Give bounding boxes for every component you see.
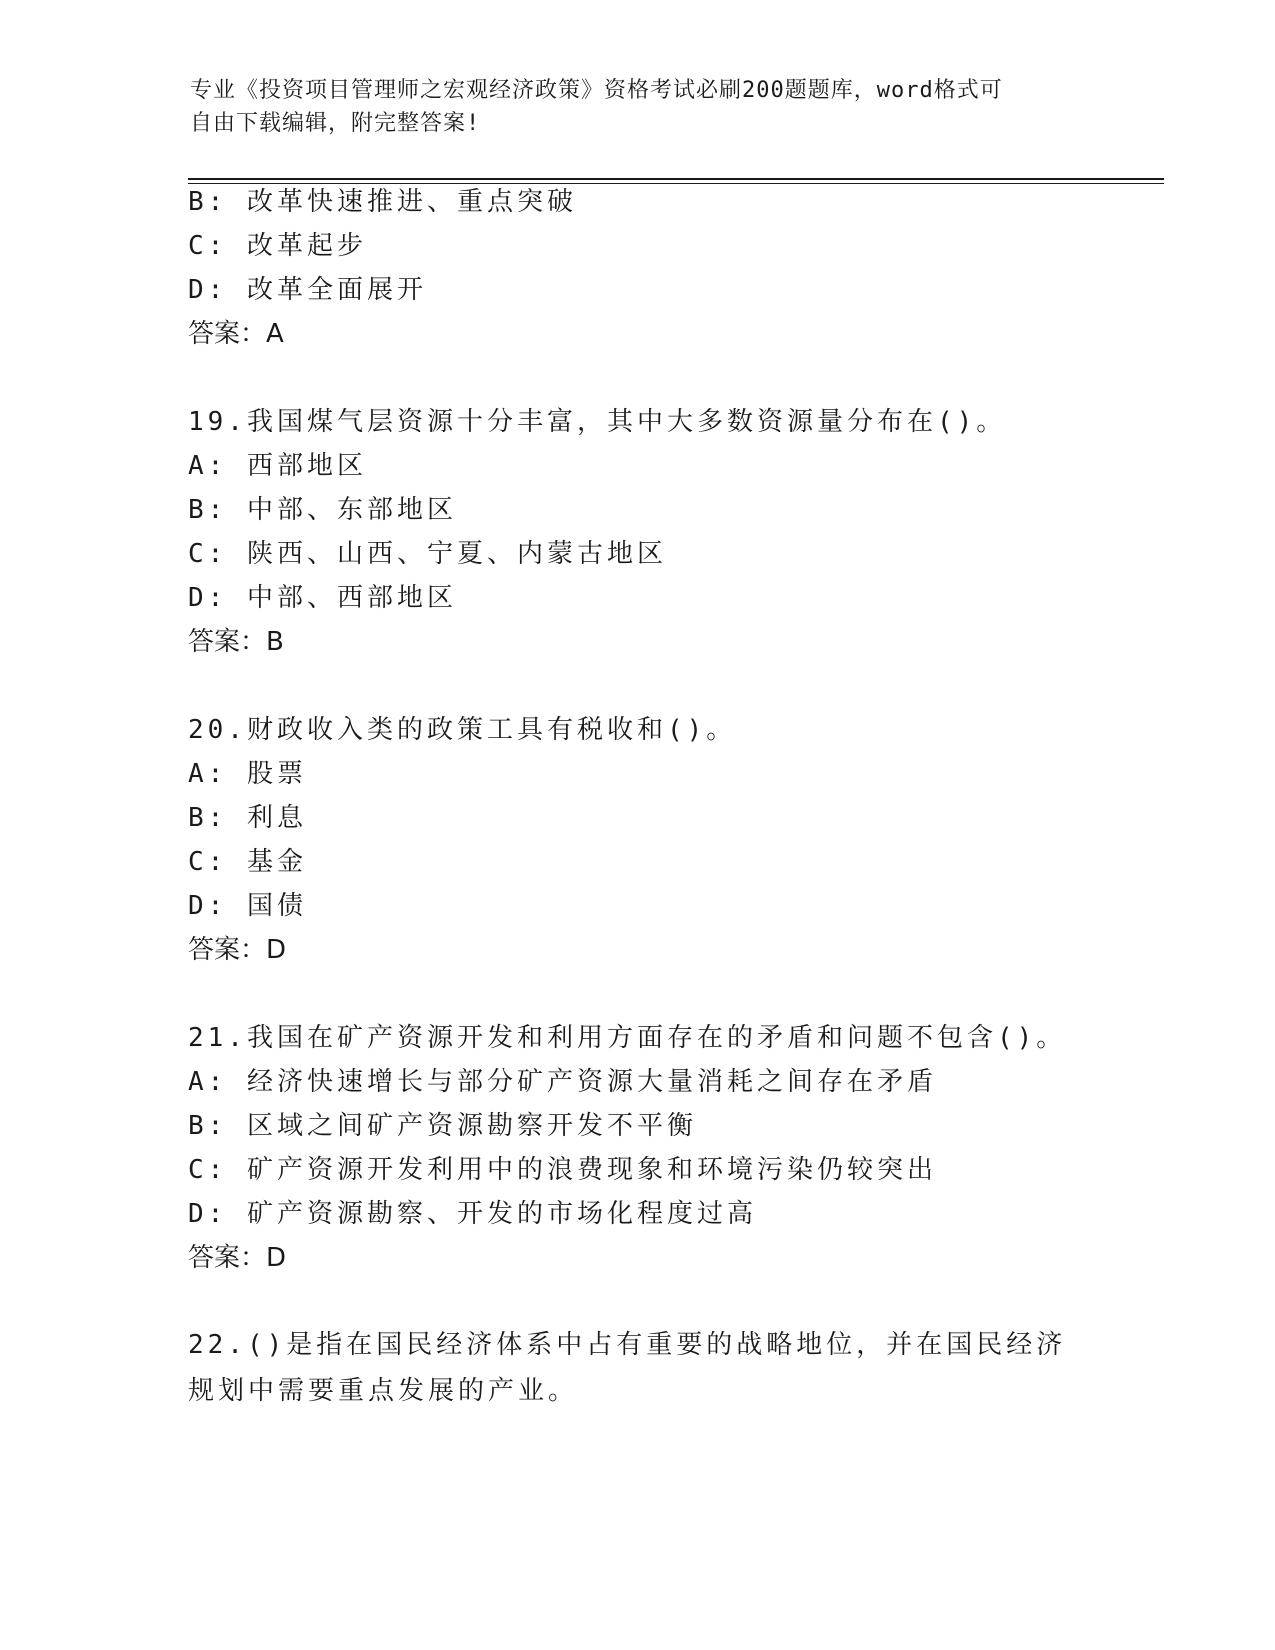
q19-question: 19.我国煤气层资源十分丰富，其中大多数资源量分布在()。 bbox=[188, 407, 1007, 437]
header-title-line-2: 自由下载编辑，附完整答案! bbox=[190, 111, 481, 136]
q20-option-b: B: 利息 bbox=[188, 803, 307, 833]
q19-option-d: D: 中部、西部地区 bbox=[188, 583, 457, 613]
q21-option-d: D: 矿产资源勘察、开发的市场化程度过高 bbox=[188, 1199, 757, 1229]
q21-option-c: C: 矿产资源开发利用中的浪费现象和环境污染仍较突出 bbox=[188, 1155, 937, 1185]
header-title-line-1: 专业《投资项目管理师之宏观经济政策》资格考试必刷200题题库，word格式可 bbox=[190, 78, 1003, 103]
q18-option-d: D: 改革全面展开 bbox=[188, 275, 427, 305]
q19-answer: 答案：B bbox=[188, 627, 284, 657]
document-header bbox=[190, 74, 1090, 140]
q20-option-c: C: 基金 bbox=[188, 847, 307, 877]
q20-question: 20.财政收入类的政策工具有税收和()。 bbox=[188, 715, 737, 745]
q19-option-c: C: 陕西、山西、宁夏、内蒙古地区 bbox=[188, 539, 667, 569]
header-divider-thick bbox=[188, 178, 1164, 180]
q18-option-b: B: 改革快速推进、重点突破 bbox=[188, 187, 577, 217]
q18-option-c: C: 改革起步 bbox=[188, 231, 367, 261]
q21-option-b: B: 区域之间矿产资源勘察开发不平衡 bbox=[188, 1111, 697, 1141]
q18-answer: 答案：A bbox=[188, 319, 284, 349]
q20-option-a: A: 股票 bbox=[188, 759, 307, 789]
q21-question: 21.我国在矿产资源开发和利用方面存在的矛盾和问题不包含()。 bbox=[188, 1023, 1067, 1053]
q19-option-a: A: 西部地区 bbox=[188, 451, 367, 481]
q20-option-d: D: 国债 bbox=[188, 891, 307, 921]
q22-question: 22.()是指在国民经济体系中占有重要的战略地位，并在国民经济规划中需要重点发展的产业。 bbox=[188, 1330, 1067, 1406]
q21-answer: 答案：D bbox=[188, 1243, 287, 1273]
q21-option-a: A: 经济快速增长与部分矿产资源大量消耗之间存在矛盾 bbox=[188, 1067, 937, 1097]
q20-answer: 答案：D bbox=[188, 935, 287, 965]
q19-option-b: B: 中部、东部地区 bbox=[188, 495, 457, 525]
header-divider-thin bbox=[188, 183, 1164, 184]
